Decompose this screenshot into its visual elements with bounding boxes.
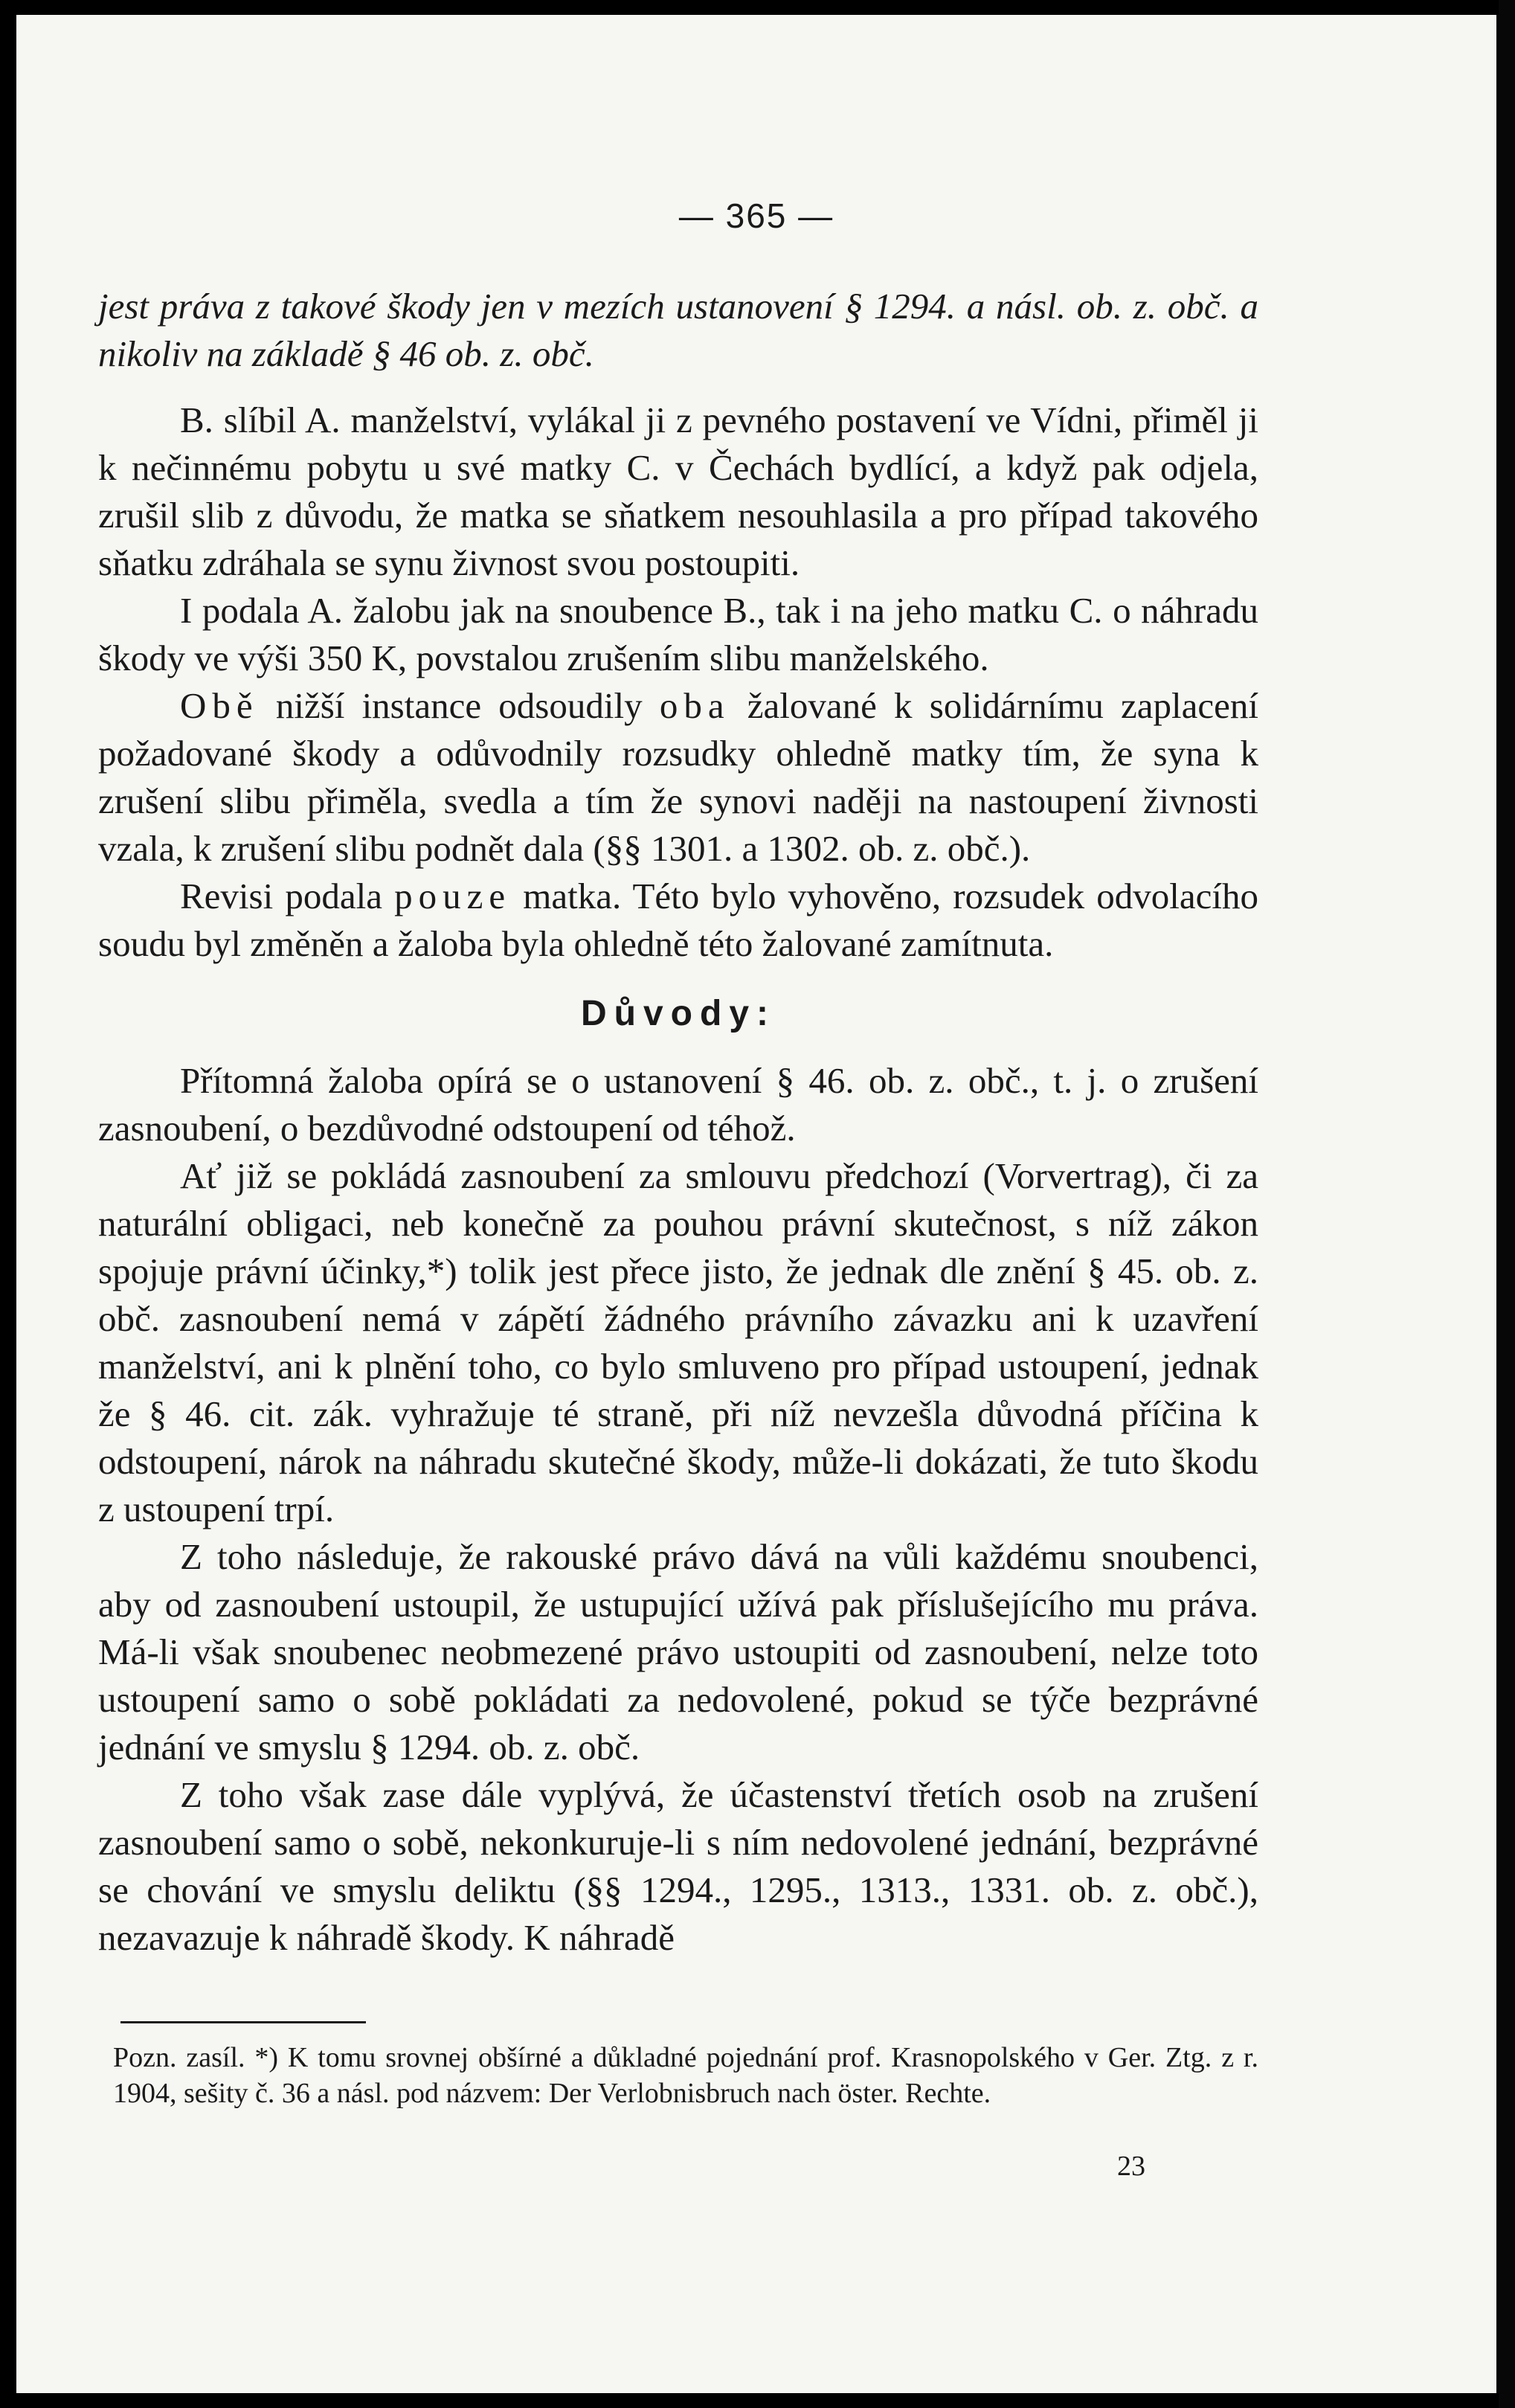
paragraph-text: nižší instance odsoudily [258,685,660,726]
paragraph-lower-courts [98,682,1258,873]
paragraph-facts: B. slíbil A. manželství, vylákal ji z pevného postavení ve Vídni, přiměl ji k nečinnému pobytu u své matky C. v Čechách bydlící, a když pak odjela, zrušil slib z důvodu, že matka se sňatkem nesouhlasila a pro případ takového sňatku zdráhala se synu živnost svou postoupiti. [98,399,1258,583]
spaced-word-oba: oba [659,685,730,726]
page-number: — 365 — [678,196,834,235]
book-page [16,15,1496,2393]
paragraph-lawsuit: I podala A. žalobu jak na snoubence B., tak i na jeho matku C. o náhradu škody ve výši 350 K, povstalou zrušením slibu manželského. [98,590,1258,678]
intro-italic-paragraph: jest práva z takové škody jen v mezích ustanovení § 1294. a násl. ob. z. obč. a nikoliv na základě § 46 ob. z. obč. [98,286,1258,374]
spaced-word-obe: Obě [180,685,259,726]
paragraph-text: Revisi podala [180,876,395,916]
paragraph-reasons-2: Ať již se pokládá zasnoubení za smlouvu předchozí (Vorvertrag), či za naturální obligaci, neb konečně za pouhou právní skutečnost, s níž zákon spojuje právní účinky,*) tolik jest přece jisto, že jednak dle znění § 45. ob. z. obč. zasnoubení nemá v zápětí žádného právního závazku ani k uzavření manželství, ani k plnění toho, co bylo smluveno pro případ ustoupení, jednak že § 46. cit. zák. vyhražuje té straně, při níž nevzešla důvodná příčina k odstoupení, nárok na náhradu skutečné škody, může-li dokázati, že tuto škodu z ustoupení trpí. [98,1155,1258,1529]
footnote: Pozn. zasíl. *) K tomu srovnej obšírné a důkladné pojednání prof. Krasnopolského v Ger. Ztg. z r. 1904, sešity č. 36 a násl. pod názvem: Der Verlobnisbruch nach öster. Rechte. [113,2042,1258,2109]
spaced-word-pouze: pouze [394,876,512,916]
paragraph-text: matka. Této bylo vyhověno, rozsudek odvolacího soudu byl změněn a žaloba byla ohledně této žalované zamítnuta. [98,876,1258,964]
footnote-divider [120,2021,366,2023]
section-heading: Důvody: [581,994,776,1033]
paragraph-reasons-3: Z toho následuje, že rakouské právo dává na vůli každému snoubenci, aby od zasnoubení ustoupil, že ustupující užívá pak příslušejícího mu práva. Má-li však snoubenec neobmezené právo ustoupiti od zasnoubení, nelze toto ustoupení samo o sobě pokládati za nedovolené, pokud se týče bezprávné jednání ve smyslu § 1294. ob. z. obč. [98,1536,1258,1768]
paragraph-text: žalované k solidárnímu zaplacení požadované škody a odůvodnily rozsudky ohledně matky tím, že syna k zrušení slibu přiměla, svedla a tím že synovi naději na nastoupení živnosti vzala, k zrušení slibu podnět dala (§§ 1301. a 1302. ob. z. obč.). [98,685,1259,869]
scan-edge [1499,0,1515,2408]
paragraph-reasons-1: Přítomná žaloba opírá se o ustanovení § 46. ob. z. obč., t. j. o zrušení zasnoubení, o bezdůvodné odstoupení od téhož. [98,1060,1258,1149]
paragraph-revision [98,873,1258,968]
signature-mark: 23 [1117,2151,1145,2182]
paragraph-reasons-4: Z toho však zase dále vyplývá, že účastenství třetích osob na zrušení zasnoubení samo o sobě, nekonkuruje-li s ním nedovolené jednání, bezprávné se chování ve smyslu deliktu (§§ 1294., 1295., 1313., 1331. ob. z. obč.), nezavazuje k náhradě škody. K náhradě [98,1774,1258,1958]
body-text [98,283,1258,1962]
